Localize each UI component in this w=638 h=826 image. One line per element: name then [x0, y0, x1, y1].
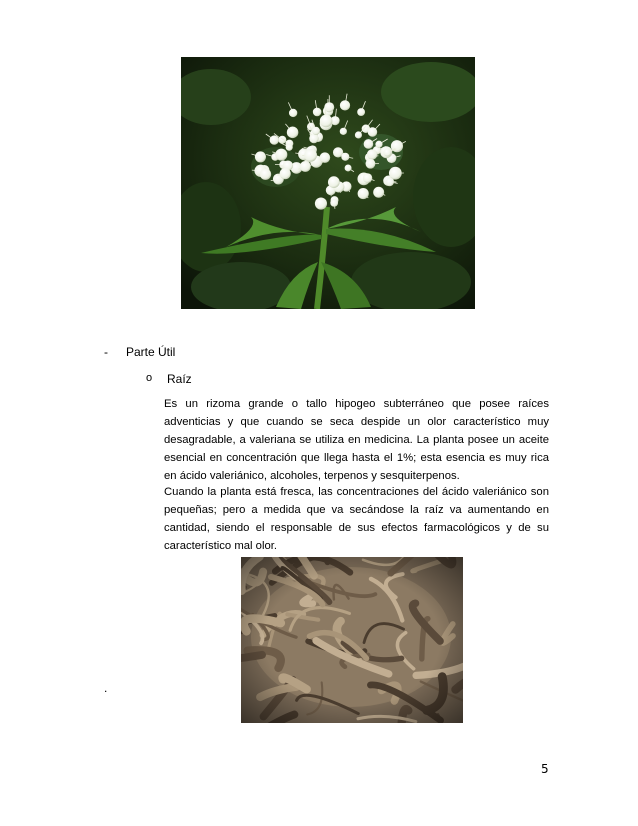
section-heading: Parte Útil [126, 345, 176, 359]
stray-period: . [104, 681, 108, 695]
page-number: 5 [541, 762, 549, 776]
subsection-bullet: o [146, 372, 153, 384]
paragraph: Es un rizoma grande o tallo hipogeo subterráneo que posee raíces adventicias y que cuando se seca despide un olor característico muy desagradable, a valeriana se utiliza en medicina. La planta posee un aceite esencial en concentración que llega hasta el 1%; esta esencia es muy rica en ácido valeriánico, alcoholes, terpenos y sesquiterpenos. [164, 398, 549, 482]
valerian-flower-photo [181, 57, 475, 309]
section-bullet: - [104, 345, 108, 359]
valerian-root-photo [241, 557, 463, 723]
subsection-heading: Raíz [167, 372, 192, 386]
paragraph: Cuando la planta está fresca, las concentraciones del ácido valeriánico son pequeñas; pero a medida que va secándose la raíz va aumentando en cantidad, siendo el responsable de sus efectos farmacológicos y de su característico mal olor. [164, 486, 549, 552]
